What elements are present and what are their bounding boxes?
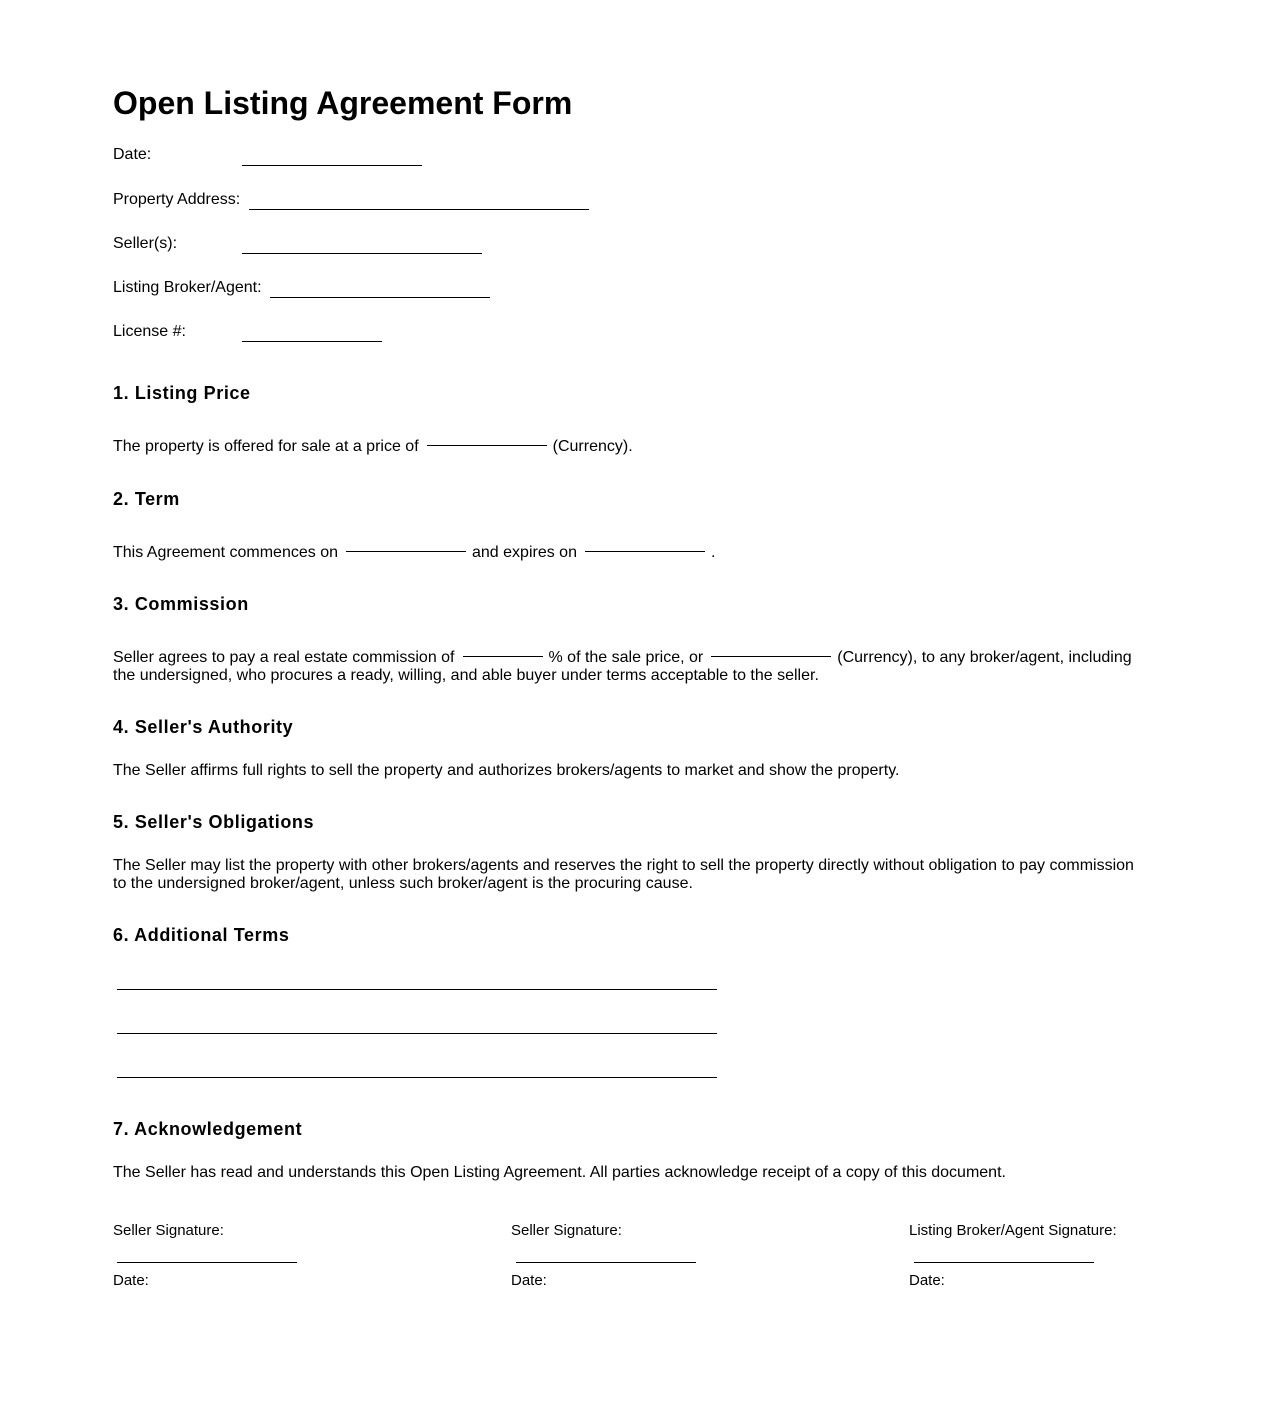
seller-signature-label-2: Seller Signature: (511, 1222, 622, 1239)
listing-price-paragraph (113, 438, 633, 456)
broker-signature-field[interactable] (914, 1262, 1094, 1263)
section-heading-sellers-authority: 4. Seller's Authority (113, 717, 294, 737)
property-address-label: Property Address: (113, 191, 241, 208)
commission-paragraph (113, 649, 1153, 685)
seller-signature-label-1: Seller Signature: (113, 1222, 224, 1239)
term-paragraph (113, 544, 715, 562)
commission-amount-field[interactable] (711, 656, 831, 657)
listing-price-currency-text: (Currency). (552, 438, 633, 455)
section-heading-additional-terms: 6. Additional Terms (113, 925, 290, 945)
term-start-date-field[interactable] (346, 551, 466, 552)
date-label: Date: (113, 146, 152, 163)
section-heading-sellers-obligations: 5. Seller's Obligations (113, 812, 315, 832)
acknowledgement-text: The Seller has read and understands this Open Listing Agreement. All parties acknowledge receipt of a copy of this document. (113, 1164, 1006, 1181)
term-expires-text: and expires on (472, 544, 577, 561)
listing-price-field[interactable] (427, 445, 547, 446)
additional-terms-line-1[interactable] (117, 989, 717, 990)
sellers-field[interactable] (242, 253, 482, 254)
additional-terms-line-2[interactable] (117, 1033, 717, 1034)
listing-broker-label: Listing Broker/Agent: (113, 279, 262, 296)
sellers-label: Seller(s): (113, 235, 178, 252)
commission-text: Seller agrees to pay a real estate commission of (113, 649, 455, 666)
section-heading-commission: 3. Commission (113, 594, 249, 614)
date-field[interactable] (242, 165, 422, 166)
section-heading-term: 2. Term (113, 489, 180, 509)
commission-currency-text: (Currency), to any broker/agent, including (837, 649, 1132, 666)
listing-broker-field[interactable] (270, 297, 490, 298)
section-heading-listing-price: 1. Listing Price (113, 383, 251, 403)
license-label: License #: (113, 323, 186, 340)
broker-signature-label: Listing Broker/Agent Signature: (909, 1222, 1117, 1239)
page-title: Open Listing Agreement Form (113, 85, 573, 121)
term-end-date-field[interactable] (585, 551, 705, 552)
seller-date-label-2: Date: (511, 1272, 547, 1289)
commission-percent-text: % of the sale price, or (548, 649, 704, 666)
seller-date-label-1: Date: (113, 1272, 149, 1289)
broker-date-label: Date: (909, 1272, 945, 1289)
commission-percent-field[interactable] (463, 656, 543, 657)
section-heading-acknowledgement: 7. Acknowledgement (113, 1119, 303, 1139)
seller-signature-field-2[interactable] (516, 1262, 696, 1263)
license-field[interactable] (242, 341, 382, 342)
listing-price-text: The property is offered for sale at a price of (113, 438, 419, 455)
sellers-authority-text: The Seller affirms full rights to sell the property and authorizes brokers/agents to market and show the property. (113, 762, 900, 779)
term-commences-text: This Agreement commences on (113, 544, 338, 561)
term-period-text: . (710, 544, 716, 561)
property-address-field[interactable] (249, 209, 589, 210)
additional-terms-line-3[interactable] (117, 1077, 717, 1078)
seller-signature-field-1[interactable] (117, 1262, 297, 1263)
commission-text-continued: the undersigned, who procures a ready, willing, and able buyer under terms acceptable to the seller. (113, 667, 819, 684)
sellers-obligations-text: The Seller may list the property with other brokers/agents and reserves the right to sell the property directly without obligation to pay commission to the undersigned broker/agent, unless such broker/agent is the procuring cause. (113, 857, 1134, 892)
